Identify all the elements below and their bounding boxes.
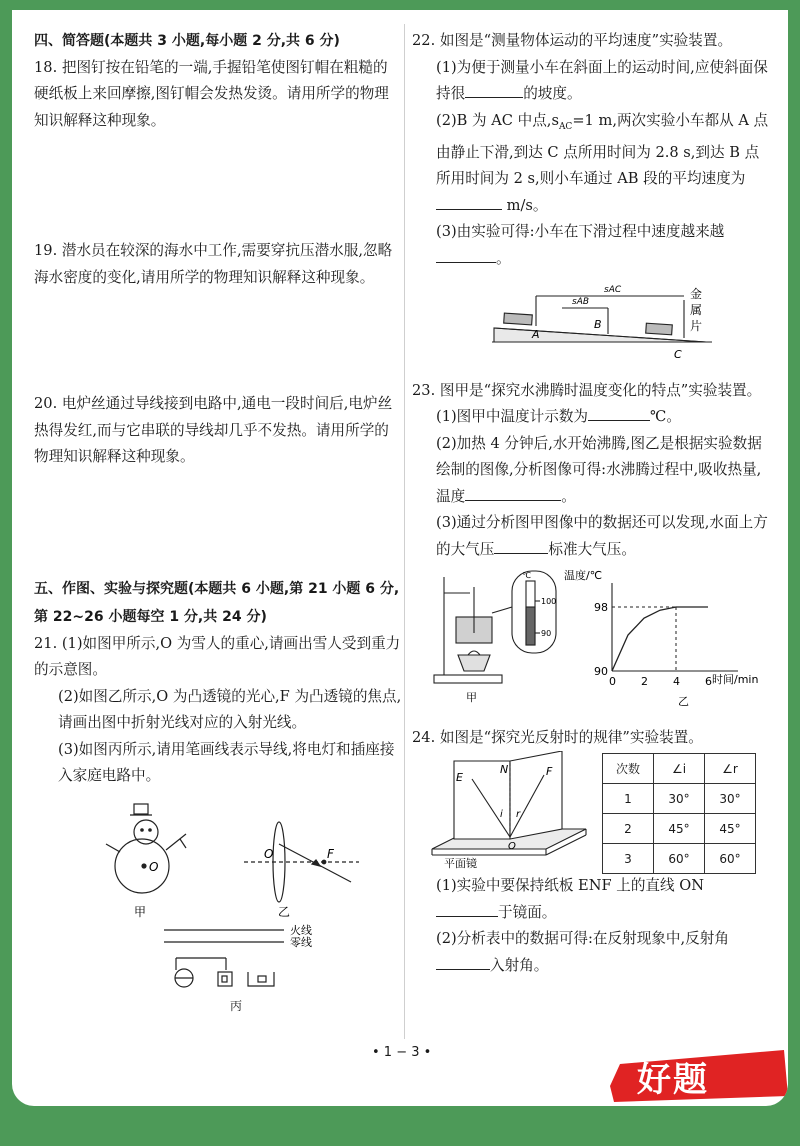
- table-row-cell-2: 30°: [705, 784, 756, 814]
- x-tick-label: 2: [641, 675, 648, 689]
- table-row-cell-0: 3: [603, 844, 654, 874]
- y-tick-label: 98: [594, 601, 608, 615]
- blank-24-2[interactable]: [436, 954, 490, 970]
- y-tick-label: 90: [594, 665, 608, 679]
- question-21-part1: 21. (1)如图甲所示,O 为雪人的重心,请画出雪人受到重力的示意图。: [34, 634, 401, 678]
- thermo-100: 100: [541, 597, 557, 607]
- fig-bing-label: 丙: [230, 999, 243, 1013]
- question-22-part3: (3)由实验可得:小车在下滑过程中速度越来越。: [436, 223, 725, 267]
- figure-24-area: [412, 751, 772, 873]
- question-23-part2: (2)加热 4 分钟后,水开始沸腾,图乙是根据实验数据绘制的图像,分析图像可得:水沸腾过程中,吸收热量,温度 。: [436, 434, 762, 505]
- question-18: 18. 把图钉按在铅笔的一端,手握铅笔使图钉帽在粗糙的硬纸板上来回摩擦,图钉帽会发热发烫。请用所学的物理知识解释这种现象。: [34, 58, 389, 129]
- question-23-part1: (1)图甲中温度计示数为 ℃。: [412, 404, 772, 431]
- chart-xlabel: 时间/min: [712, 673, 759, 687]
- question-23-stem: 23. 图甲是“探究水沸腾时温度变化的特点”实验装置。: [412, 381, 762, 399]
- x-tick-label: 6: [705, 675, 712, 689]
- fig23-jia-label: 甲: [466, 691, 477, 705]
- label-E: E: [456, 771, 463, 785]
- question-20: 20. 电炉丝通过导线接到电路中,通电一段时间后,电炉丝热得发红,而与它串联的导线却几乎不发热。请用所学的物理知识解释这种现象。: [34, 395, 393, 465]
- circuit-figure: [164, 930, 284, 987]
- question-22-stem: 22. 如图是“测量物体运动的平均速度”实验装置。: [412, 32, 733, 49]
- x-tick-label: 0: [609, 675, 616, 689]
- question-22-part2: (2)B 为 AC 中点$,s_{AC}=1$ m,两次实验小车都从 A 点由静止下滑,到达 C 点所用时间为 2.8 s,到达 B 点所用时间为 2 s,则小车通过 AB 段的平均速度为 m/s。: [436, 111, 769, 214]
- table-row-cell-1: 60°: [654, 844, 705, 874]
- table-row: [603, 844, 756, 874]
- table-row-cell-0: 2: [603, 814, 654, 844]
- table-header-row-cell-0: 次数: [603, 754, 654, 784]
- question-24-part2: (2)分析表中的数据可得:在反射现象中,反射角入射角。: [436, 930, 729, 974]
- question-23-part3: (3)通过分析图甲图像中的数据还可以发现,水面上方的大气压 标准大气压。: [436, 514, 768, 558]
- figure-22-slope: [412, 272, 772, 368]
- blank-23-2[interactable]: [465, 485, 561, 501]
- snowman-label-O: O: [149, 859, 159, 874]
- label-metal-3: 片: [690, 319, 703, 334]
- figure-23: [412, 563, 772, 713]
- x-tick-label: 4: [673, 675, 680, 689]
- snowman-figure: [106, 804, 186, 893]
- question-24-part1: (1)实验中要保持纸板 ENF 上的直线 ON 于镜面。: [436, 877, 704, 921]
- section4-title: 四、简答题(本题共 3 小题,每小题 2 分,共 6 分): [34, 33, 340, 49]
- boiling-apparatus: [434, 577, 502, 683]
- right-column: [412, 28, 772, 979]
- thermometer-callout: [492, 571, 556, 653]
- page-number: • 1 − 3 •: [372, 1045, 432, 1060]
- question-22-part1: (1)为便于测量小车在斜面上的运动时间,应使斜面保持很 的坡度。: [436, 58, 768, 102]
- fig23-yi-label: 乙: [678, 695, 689, 709]
- table-header-row-cell-2: ∠r: [705, 754, 756, 784]
- lens-figure: [244, 822, 359, 902]
- question-21-part3: (3)如图丙所示,请用笔画线表示导线,将电灯和插座接入家庭电路中。: [58, 740, 395, 784]
- blank-22-1[interactable]: [465, 82, 523, 98]
- table-row-cell-2: 60°: [705, 844, 756, 874]
- chart-ylabel: 温度/℃: [564, 569, 603, 583]
- reflection-figure: [426, 751, 598, 873]
- figures-21: [34, 790, 402, 990]
- left-column: [34, 28, 402, 1026]
- exam-page: [12, 10, 788, 1106]
- table-row-cell-1: 30°: [654, 784, 705, 814]
- temperature-series-line: [612, 607, 708, 671]
- neutral-wire-label: 零线: [290, 935, 312, 949]
- label-O: O: [508, 841, 516, 853]
- label-sAC: sAC: [604, 285, 622, 296]
- badge-text: 好题: [637, 1060, 709, 1100]
- label-metal-2: 属: [690, 303, 703, 318]
- label-B: B: [594, 318, 602, 332]
- label-N: N: [500, 763, 509, 777]
- label-C: C: [674, 348, 682, 362]
- reflection-table: [602, 753, 756, 874]
- fig-yi-label: 乙: [278, 904, 291, 919]
- label-mirror: 平面镜: [444, 857, 477, 871]
- label-i: i: [500, 809, 503, 821]
- lens-label-O: O: [264, 846, 274, 861]
- table-row-cell-0: 1: [603, 784, 654, 814]
- label-metal-1: 金: [690, 287, 703, 302]
- blank-23-3[interactable]: [494, 538, 548, 554]
- fig-jia-label: 甲: [134, 904, 147, 919]
- table-header-row-cell-1: ∠i: [654, 754, 705, 784]
- blank-23-1[interactable]: [588, 405, 650, 421]
- question-21-part2: (2)如图乙所示,O 为凸透镜的光心,F 为凸透镜的焦点,请画出图中折射光线对应的入射光线。: [58, 687, 402, 731]
- label-A: A: [532, 328, 540, 342]
- section5-title: 五、作图、实验与探究题(本题共 6 小题,第 21 小题 6 分,第 22~26 小题每空 1 分,共 24 分): [34, 580, 400, 625]
- question-24-stem: 24. 如图是“探究光反射时的规律”实验装置。: [412, 728, 703, 746]
- label-F: F: [546, 765, 553, 779]
- live-wire-label: 火线: [290, 923, 312, 937]
- blank-24-1[interactable]: [436, 901, 498, 917]
- thermo-90: 90: [541, 629, 552, 639]
- table-header-row: [603, 754, 756, 784]
- question-19: 19. 潜水员在较深的海水中工作,需要穿抗压潜水服,忽略海水密度的变化,请用所学的物理知识解释这种现象。: [34, 242, 393, 286]
- label-r: r: [516, 809, 521, 821]
- table-row-cell-1: 45°: [654, 814, 705, 844]
- thermo-unit: ℃: [522, 571, 531, 581]
- label-sAB: sAB: [572, 297, 590, 308]
- table-row-cell-2: 45°: [705, 814, 756, 844]
- table-row: [603, 784, 756, 814]
- lens-label-F: F: [327, 846, 334, 861]
- table-row: [603, 814, 756, 844]
- column-divider: [404, 24, 405, 1039]
- blank-22-3[interactable]: [436, 247, 496, 263]
- blank-22-2[interactable]: [436, 194, 502, 210]
